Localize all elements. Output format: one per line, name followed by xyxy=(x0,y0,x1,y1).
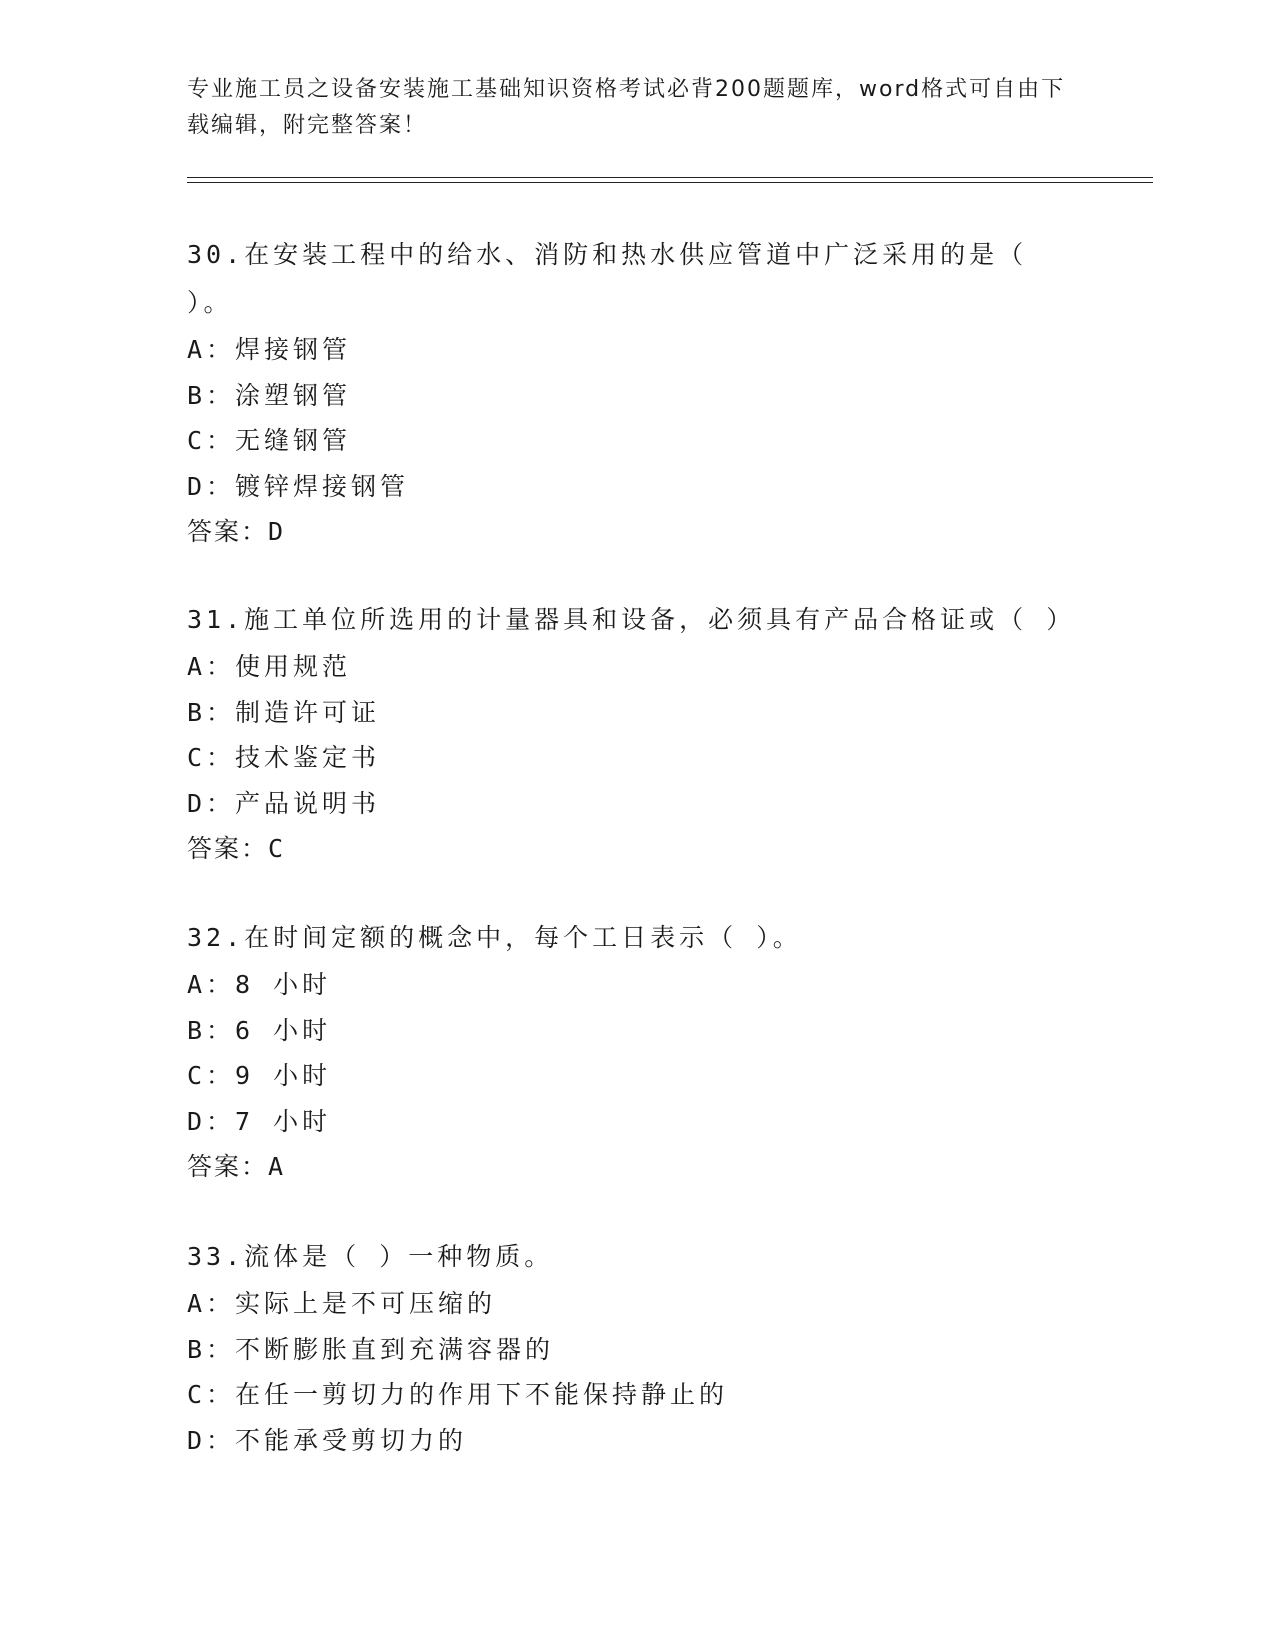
option-c: C：无缝钢管 xyxy=(187,426,352,455)
question-31 xyxy=(187,596,1087,872)
answer-value: A xyxy=(268,1152,286,1181)
option-b: B：制造许可证 xyxy=(187,697,381,727)
option-b: B：不断膨胀直到充满容器的 xyxy=(187,1334,555,1364)
document-header-text: 专业施工员之设备安装施工基础知识资格考试必背200题题库，word格式可自由下载编辑，附完整答案！ xyxy=(187,77,1066,138)
question-33 xyxy=(187,1233,1087,1463)
option-b: B：涂塑钢管 xyxy=(187,380,352,410)
question-stem: 33.流体是（ ）一种物质。 xyxy=(187,1242,554,1271)
question-stem: 31.施工单位所选用的计量器具和设备，必须具有产品合格证或（ ） xyxy=(187,605,1076,634)
option-a: A：8 小时 xyxy=(187,970,332,999)
answer-label: 答案： xyxy=(187,834,269,863)
answer-line xyxy=(187,509,1087,555)
option-c: C：技术鉴定书 xyxy=(187,743,381,772)
answer-label: 答案： xyxy=(187,517,269,546)
option-d: D：不能承受剪切力的 xyxy=(187,1425,468,1455)
option-d: D：7 小时 xyxy=(187,1106,332,1136)
question-stem: 32.在时间定额的概念中，每个工日表示（ ）。 xyxy=(187,923,802,952)
question-30 xyxy=(187,231,1087,555)
question-stem: 30.在安装工程中的给水、消防和热水供应管道中广泛采用的是（ ）。 xyxy=(187,240,1028,317)
answer-value: D xyxy=(268,517,286,546)
option-d: D：镀锌焊接钢管 xyxy=(187,471,410,501)
option-c: C：在任一剪切力的作用下不能保持静止的 xyxy=(187,1380,729,1409)
header-divider-top xyxy=(187,177,1153,178)
option-a: A：实际上是不可压缩的 xyxy=(187,1289,497,1318)
header-divider-bottom xyxy=(187,182,1153,183)
option-a: A：使用规范 xyxy=(187,652,352,681)
option-c: C：9 小时 xyxy=(187,1061,332,1090)
option-b: B：6 小时 xyxy=(187,1015,332,1045)
answer-label: 答案： xyxy=(187,1152,269,1181)
answer-line xyxy=(187,826,1087,872)
option-d: D：产品说明书 xyxy=(187,788,381,818)
answer-value: C xyxy=(268,834,286,863)
option-a: A：焊接钢管 xyxy=(187,335,352,364)
question-32 xyxy=(187,914,1087,1190)
answer-line xyxy=(187,1144,1087,1190)
